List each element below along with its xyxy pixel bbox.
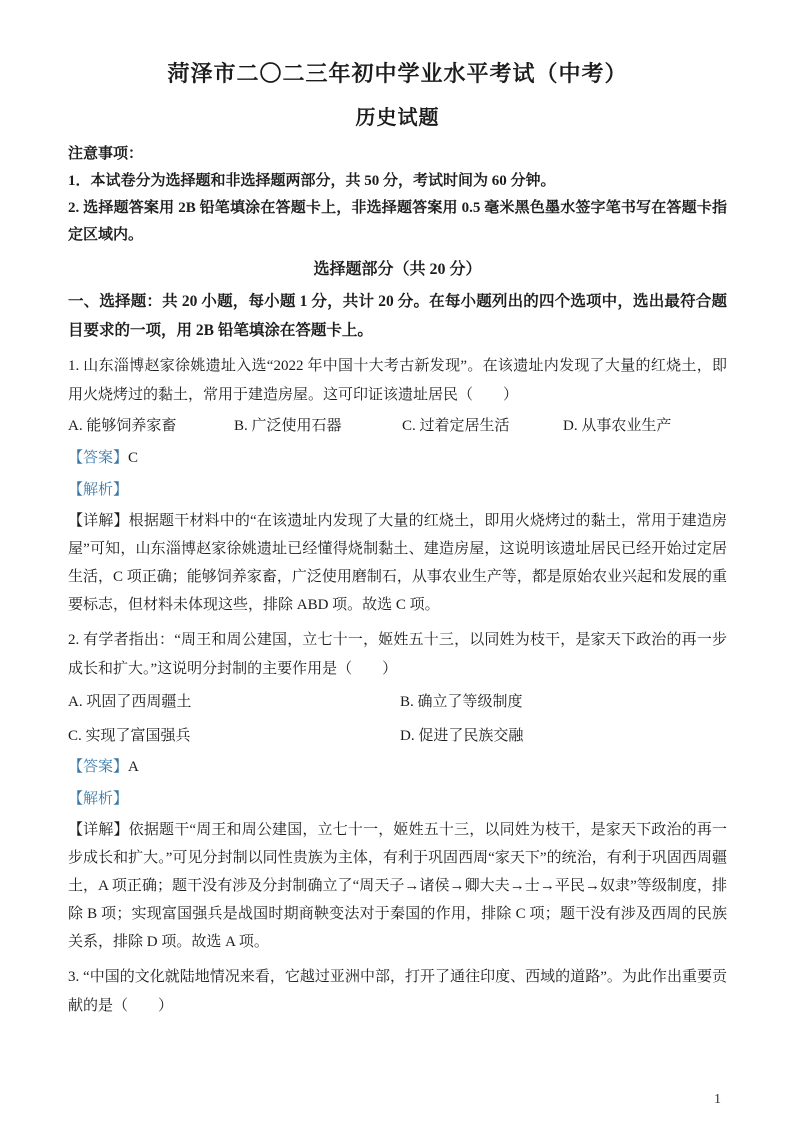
option-b: B. 确立了等级制度 — [400, 694, 523, 710]
option-a: A. 能够饲养家畜 — [68, 418, 177, 434]
subject-title: 历史试题 — [355, 107, 440, 129]
option-d: D. 促进了民族交融 — [400, 728, 524, 744]
answer-value: A — [128, 759, 139, 775]
option-b: B. 广泛使用石器 — [234, 418, 342, 434]
analysis-line — [68, 476, 727, 505]
notice-item-1: 1．本试卷分为选择题和非选择题两部分，共 50 分，考试时间为 60 分钟。 — [68, 173, 556, 189]
option-a: A. 巩固了西周疆土 — [68, 694, 192, 710]
options-grid — [68, 688, 727, 750]
analysis-label: 【解析】 — [68, 791, 129, 807]
question-text: 3. “中国的文化就陆地情况来看，它越过亚洲中部，打开了通往印度、西域的道路”。为此作出重要贡献的是（ ） — [68, 969, 727, 1014]
option-c: C. 实现了富国强兵 — [68, 728, 191, 744]
answer-label: 【答案】 — [68, 450, 129, 466]
answer-line — [68, 444, 727, 473]
detail-paragraph: 【详解】依据题干“周王和周公建国，立七十一，姬姓五十三，以同姓为枝干，是家天下政治的再一步成长和扩大。”可见分封制以同性贵族为主体，有利于巩固西周“家天下”的统治，有利于巩固西周疆土，A 项正确；题干没有涉及分封制确立了“周天子→诸侯→卿大夫→士→平民→奴隶”等级制度，排除 B 项；实现富国强兵是战国时期商鞅变法对于秦国的作用，排除 C 项；题干没有涉及西周的民族关系，排除 D 项。故选 A 项。 — [68, 822, 727, 950]
analysis-line — [68, 785, 727, 814]
page-number: 1 — [714, 1092, 721, 1107]
question-block-1 — [68, 352, 727, 619]
section-intro: 一、选择题：共 20 小题，每小题 1 分，共计 20 分。在每小题列出的四个选项中，选出最符合题目要求的一项，用 2B 铅笔填涂在答题卡上。 — [68, 293, 727, 339]
question-text: 1. 山东淄博赵家徐姚遗址入选“2022 年中国十大考古新发现”。在该遗址内发现了大量的红烧土，即用火烧烤过的黏土，常用于建造房屋。这可印证该遗址居民（ ） — [68, 358, 727, 403]
notices-label: 注意事项： — [68, 146, 144, 162]
question-text: 2. 有学者指出：“周王和周公建国，立七十一，姬姓五十三，以同姓为枝干，是家天下政治的再一步成长和扩大。”这说明分封制的主要作用是（ ） — [68, 632, 727, 677]
notice-item-2: 2. 选择题答案用 2B 铅笔填涂在答题卡上，非选择题答案用 0.5 毫米黑色墨水签字笔书写在答题卡指定区域内。 — [68, 200, 727, 243]
answer-line — [68, 753, 727, 782]
section-heading: 选择题部分（共 20 分） — [313, 261, 482, 278]
question-block-3 — [68, 963, 727, 1021]
answer-label: 【答案】 — [68, 759, 129, 775]
question-block-2 — [68, 626, 727, 956]
answer-value: C — [128, 450, 139, 466]
analysis-label: 【解析】 — [68, 482, 129, 498]
exam-title: 菏泽市二〇二三年初中学业水平考试（中考） — [167, 61, 628, 86]
option-d: D. 从事农业生产 — [563, 418, 672, 434]
options-row — [68, 412, 727, 441]
detail-paragraph: 【详解】根据题干材料中的“在该遗址内发现了大量的红烧土，即用火烧烤过的黏土，常用于建造房屋”可知，山东淄博赵家徐姚遗址已经懂得烧制黏土、建造房屋，这说明该遗址居民已经开始过定居生活，C 项正确；能够饲养家畜，广泛使用磨制石，从事农业生产等，都是原始农业兴起和发展的重要标志，但材料未体现这些，排除 ABD 项。故选 C 项。 — [68, 513, 727, 613]
option-c: C. 过着定居生活 — [402, 418, 510, 434]
